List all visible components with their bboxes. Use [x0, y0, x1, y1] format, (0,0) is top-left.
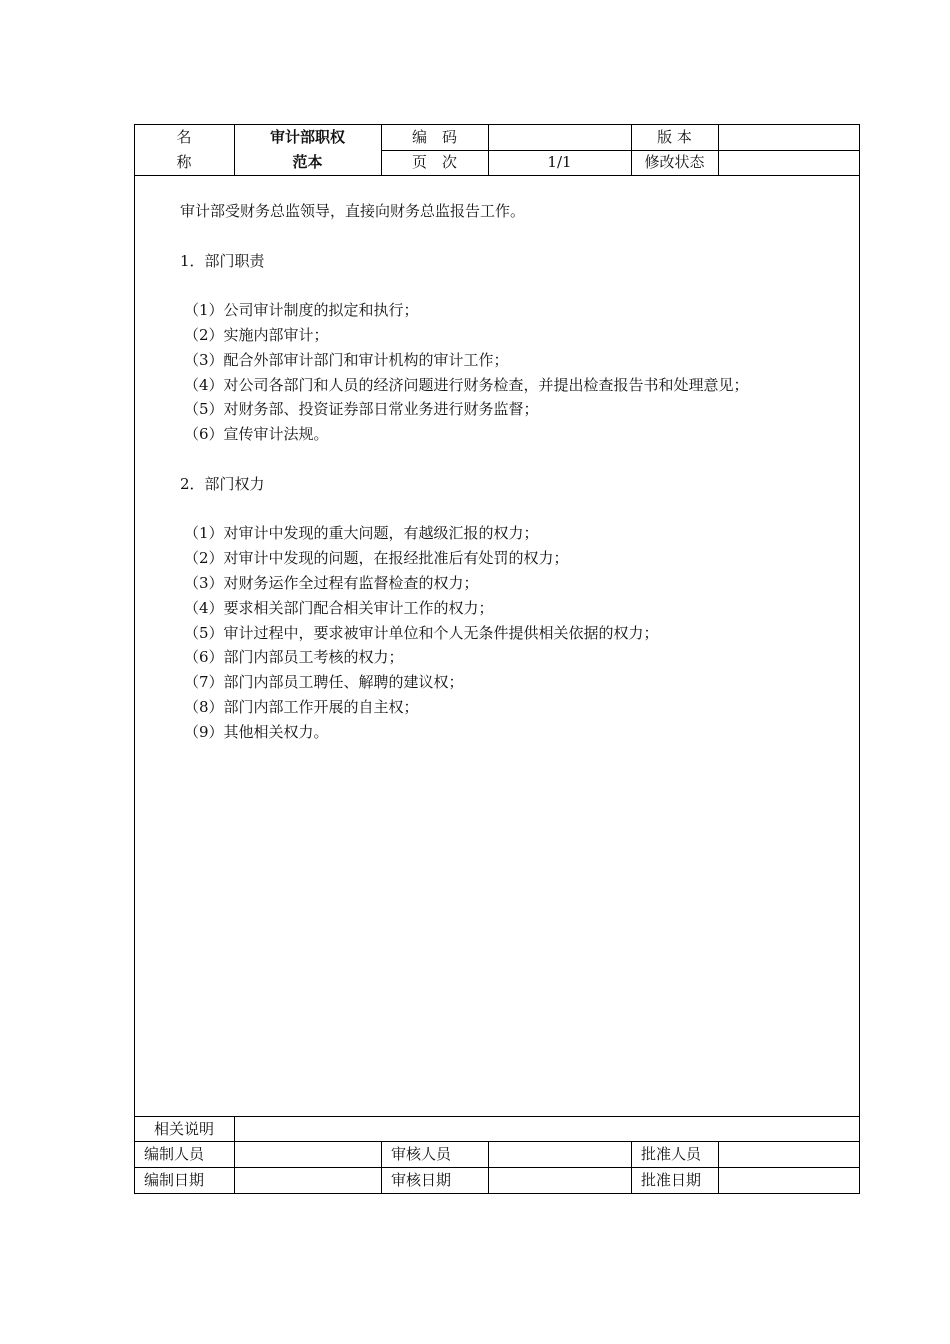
duty-item: （3）配合外部审计部门和审计机构的审计工作； [184, 350, 509, 369]
prepared-by-value [234, 1142, 381, 1167]
duty-item: （6）宣传审计法规。 [184, 425, 329, 444]
document-title-line-1: 审计部职权 [269, 128, 345, 146]
revision-label: 修改状态 [644, 153, 705, 171]
duty-item: （5）对财务部、投资证券部日常业务进行财务监督； [184, 400, 539, 419]
code-value [488, 125, 631, 150]
reviewed-date-value [488, 1168, 631, 1193]
prepared-by-label: 编制人员 [144, 1145, 205, 1163]
document-title-line-2: 范本 [292, 153, 323, 171]
authority-item: （7）部门内部员工聘任、解聘的建议权； [184, 673, 464, 692]
code-label: 编 码 [411, 128, 457, 146]
prepared-date-value [234, 1168, 381, 1193]
duty-item: （1）公司审计制度的拟定和执行； [184, 301, 419, 320]
duty-item: （4）对公司各部门和人员的经济问题进行财务检查，并提出检查报告书和处理意见； [184, 375, 749, 394]
authority-item: （5）审计过程中，要求被审计单位和个人无条件提供相关依据的权力； [184, 623, 659, 642]
authority-item: （8）部门内部工作开展的自主权； [184, 697, 419, 716]
header-bottom-line [134, 175, 860, 176]
document-body [180, 199, 850, 745]
approved-date-label: 批准日期 [641, 1171, 702, 1189]
reviewed-date-label: 审核日期 [391, 1171, 452, 1189]
notes-label: 相关说明 [153, 1119, 214, 1138]
revision-value [718, 150, 860, 175]
notes-value [234, 1117, 860, 1141]
authority-item: （3）对财务运作全过程有监督检查的权力； [184, 573, 479, 592]
approved-date-value [718, 1168, 860, 1193]
name-label-line-2: 称 [176, 153, 192, 171]
authority-item: （4）要求相关部门配合相关审计工作的权力； [184, 598, 494, 617]
authority-item: （2）对审计中发现的问题，在报经批准后有处罚的权力； [184, 549, 569, 568]
prepared-date-label: 编制日期 [144, 1171, 205, 1189]
version-value [718, 125, 860, 150]
name-label-line-1: 名 [176, 128, 192, 146]
approved-by-label: 批准人员 [641, 1145, 702, 1163]
reviewed-by-label: 审核人员 [391, 1145, 452, 1163]
authority-item: （6）部门内部员工考核的权力； [184, 648, 404, 667]
page-label: 页 次 [411, 153, 457, 171]
section-1-title: 1．部门职责 [180, 251, 265, 270]
intro-paragraph: 审计部受财务总监领导，直接向财务总监报告工作。 [180, 202, 526, 220]
authority-item: （9）其他相关权力。 [184, 722, 329, 741]
version-label: 版 本 [657, 128, 692, 146]
reviewed-by-value [488, 1142, 631, 1167]
duty-item: （2）实施内部审计； [184, 325, 329, 344]
section-2-title: 2．部门权力 [180, 474, 265, 493]
page-value: 1/1 [547, 153, 572, 171]
authority-item: （1）对审计中发现的重大问题，有越级汇报的权力； [184, 524, 539, 543]
approved-by-value [718, 1142, 860, 1167]
